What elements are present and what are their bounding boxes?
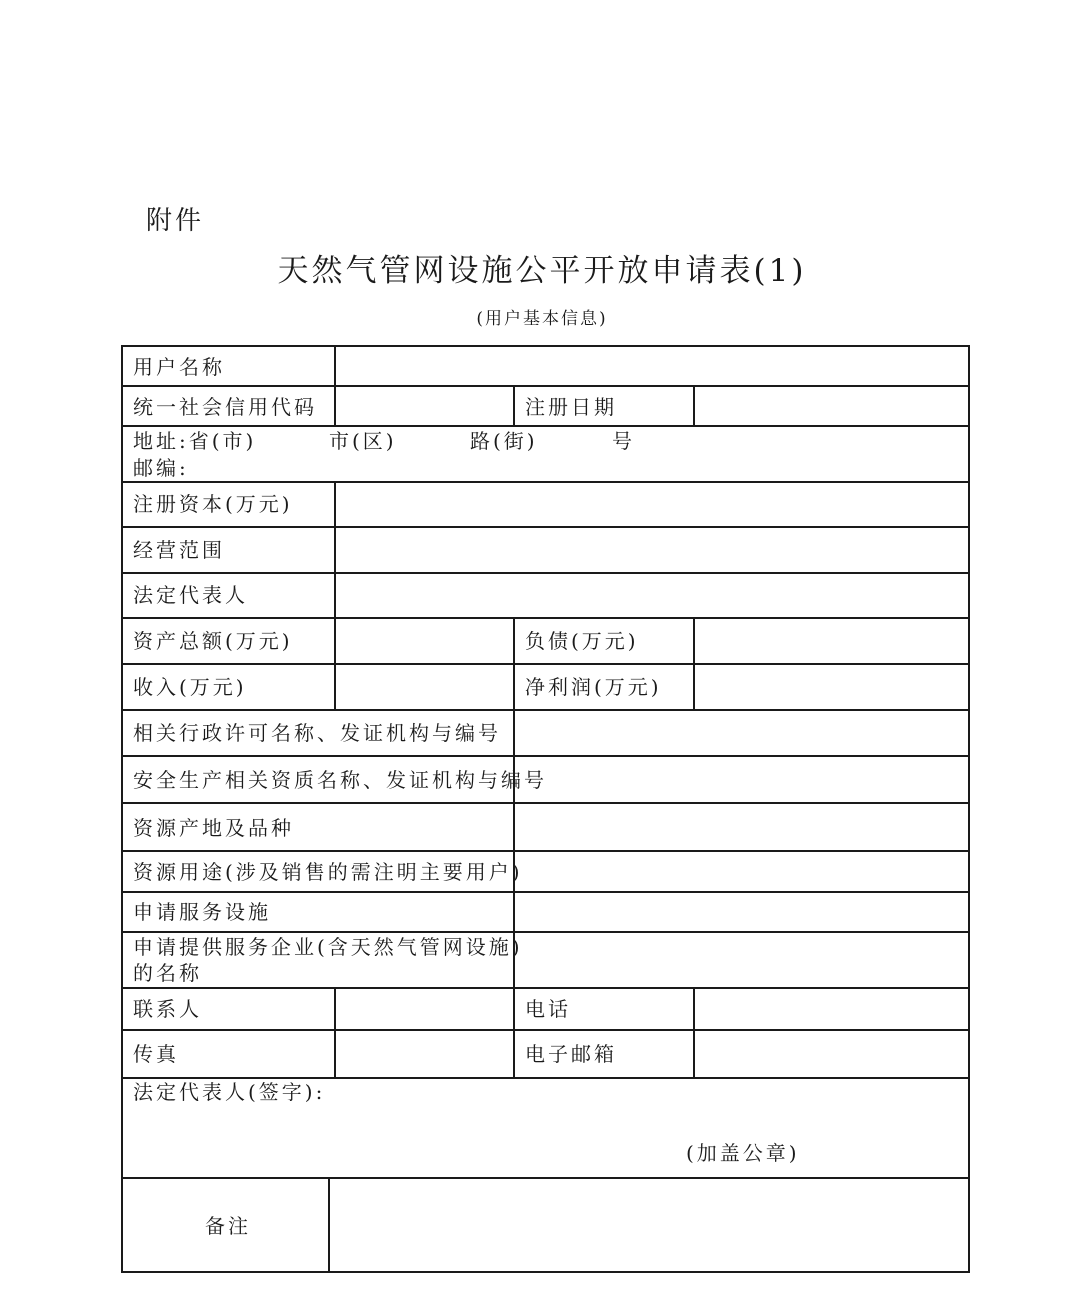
register-date-label: 注册日期 <box>525 395 617 419</box>
form-title: 天然气管网设施公平开放申请表(1) <box>277 253 807 289</box>
net-profit-label: 净利润(万元) <box>525 675 662 699</box>
admin-license-field[interactable] <box>515 711 968 755</box>
admin-license-label: 相关行政许可名称、发证机构与编号 <box>133 721 501 745</box>
registered-capital-field[interactable] <box>336 483 968 526</box>
credit-code-label: 统一社会信用代码 <box>133 395 317 419</box>
address-label: 地址:省(市) <box>133 429 257 453</box>
business-scope-label: 经营范围 <box>133 538 225 562</box>
phone-label: 电话 <box>525 997 571 1021</box>
resource-origin-field[interactable] <box>515 804 968 850</box>
phone-field[interactable] <box>695 989 968 1029</box>
liabilities-field[interactable] <box>695 619 968 663</box>
safety-qualification-label: 安全生产相关资质名称、发证机构与编号 <box>133 768 547 792</box>
resource-use-label: 资源用途(涉及销售的需注明主要用户) <box>133 860 523 884</box>
remarks-field[interactable] <box>330 1179 968 1271</box>
address-road-label: 路(街) <box>470 429 538 453</box>
user-name-label: 用户名称 <box>133 355 225 379</box>
safety-qualification-field[interactable] <box>515 757 968 802</box>
user-name-field[interactable] <box>336 347 968 385</box>
provider-name-field[interactable] <box>515 933 968 987</box>
registered-capital-label: 注册资本(万元) <box>133 492 293 516</box>
contact-field[interactable] <box>336 989 513 1029</box>
attachment-label: 附件 <box>146 206 205 236</box>
register-date-field[interactable] <box>695 387 968 425</box>
application-form <box>121 345 970 1273</box>
legal-rep-label: 法定代表人 <box>133 583 248 607</box>
provider-name-label-line1: 申请提供服务企业(含天然气管网设施) <box>133 935 523 959</box>
business-scope-field[interactable] <box>336 528 968 572</box>
credit-code-field[interactable] <box>336 387 513 425</box>
resource-origin-label: 资源产地及品种 <box>133 816 294 840</box>
address-city-label: 市(区) <box>329 429 397 453</box>
provider-name-label-line2: 的名称 <box>133 961 202 985</box>
postcode-label: 邮编: <box>133 456 189 480</box>
form-subtitle: (用户基本信息) <box>476 309 608 329</box>
liabilities-label: 负债(万元) <box>525 629 639 653</box>
income-label: 收入(万元) <box>133 675 247 699</box>
email-field[interactable] <box>695 1031 968 1077</box>
service-facility-field[interactable] <box>515 893 968 931</box>
service-facility-label: 申请服务设施 <box>133 900 271 924</box>
resource-use-field[interactable] <box>515 852 968 891</box>
contact-label: 联系人 <box>133 997 202 1021</box>
stamp-note: (加盖公章) <box>686 1141 800 1165</box>
fax-field[interactable] <box>336 1031 513 1077</box>
email-label: 电子邮箱 <box>525 1042 617 1066</box>
address-number-label: 号 <box>612 429 635 453</box>
legal-rep-signature-label: 法定代表人(签字): <box>133 1080 326 1104</box>
total-assets-field[interactable] <box>336 619 513 663</box>
legal-rep-field[interactable] <box>336 574 968 617</box>
income-field[interactable] <box>336 665 513 709</box>
remarks-label: 备注 <box>205 1214 251 1238</box>
fax-label: 传真 <box>133 1042 179 1066</box>
net-profit-field[interactable] <box>695 665 968 709</box>
total-assets-label: 资产总额(万元) <box>133 629 293 653</box>
signature-area[interactable] <box>123 1079 968 1177</box>
